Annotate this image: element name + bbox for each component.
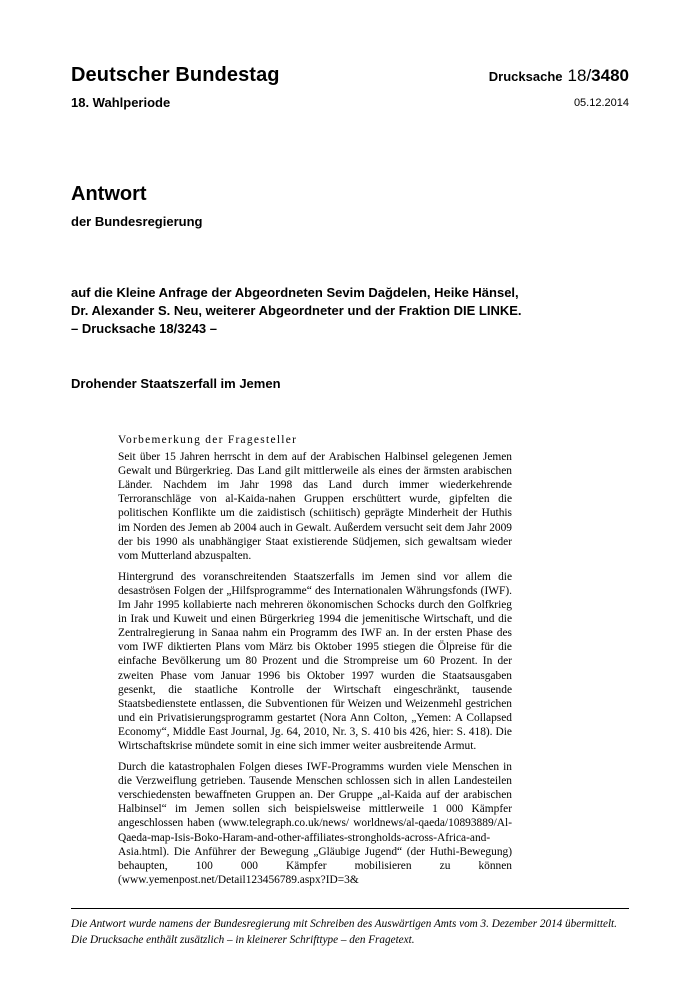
inquiry-line: auf die Kleine Anfrage der Abgeordneten Sevim Dağdelen, Heike Hänsel, xyxy=(71,285,519,300)
footer-divider xyxy=(71,908,629,909)
footer-line: Die Antwort wurde namens der Bundesregierung mit Schreiben des Auswärtigen Amts vom 3. Dezember 2014 übermittelt. xyxy=(71,918,617,930)
inquiry-block xyxy=(71,284,631,338)
drucksache-separator: / xyxy=(586,66,592,85)
footer-line: Die Drucksache enthält zusätzlich – in kleinerer Schrifttype – den Fragetext. xyxy=(71,934,415,946)
preliminary-remark-heading: Vorbemerkung der Fragesteller xyxy=(118,434,298,446)
document-date: 05.12.2014 xyxy=(573,97,629,109)
body-paragraph: Seit über 15 Jahren herrscht in dem auf der Arabischen Halbinsel gelegenen Jemen Gewalt und Bürgerkrieg. Das Land gilt mittlerweile als eines der ärmsten arabischen Länder. Nachdem im Jahr 1998 das Land durch immer wiederkehrende Terroranschläge von al-Kaida-nahen Gruppen erschüttert wurde, gipfelten die politischen Konflikte um die zaidistisch (schiitisch) geprägte Minderheit der Huthis im Norden des Jemen ab 2004 auch in Gewalt. Außerdem versucht seit dem Jahr 2009 der bis 1990 als unabhängiger Staat existierende Südjemen, sich gewaltsam wieder vom Mutterland abzuspalten. xyxy=(118,451,512,562)
body-paragraph: Hintergrund des voranschreitenden Staatszerfalls im Jemen sind vor allem die desaströsen Folgen der „Hilfsprogramme“ des Internationalen Währungsfonds (IWF). Im Jahr 1995 kollabierte nach mehreren ökonomischen Schocks durch den Golfkrieg in Irak und Kuweit und einen Bürgerkrieg 1994 die jemenitische Wirtschaft, und die Zentralregierung in Sanaa nahm ein Programm des IWF an. In der ersten Phase des vom IWF diktierten Plans vom März bis Oktober 1995 stiegen die Ölpreise für die einfache Bevölkerung um 80 Prozent und die Strompreise um 60 Prozent. In der zweiten Phase vom Januar 1996 bis Oktober 1997 wurden die Staatsausgaben gesenkt, die staatliche Kontrolle der Wirtschaft eingeschränkt, tausende Staatsbedienstete entlassen, die Subventionen für Weizen und Weizenmehl gestrichen und ein Privatisierungsprogramm gestartet (Nora Ann Colton, „Yemen: A Collapsed Economy“, Middle East Journal, Jg. 64, 2010, Nr. 3, S. 410 bis 426, hier: S. 418). Die Wirtschaftskrise mündete somit in eine sich immer weiter ausbreitende Armut. xyxy=(118,570,512,752)
footer-note xyxy=(71,916,671,948)
inquiry-line: – Drucksache 18/3243 – xyxy=(71,321,217,336)
answer-subtitle: der Bundesregierung xyxy=(71,214,203,229)
answer-title: Antwort xyxy=(71,183,147,205)
parliament-title: Deutscher Bundestag xyxy=(71,64,280,86)
preliminary-remark xyxy=(118,433,512,894)
drucksache-label: Drucksache xyxy=(488,69,563,84)
drucksache-id: 3480 xyxy=(591,66,629,85)
document-topic: Drohender Staatszerfall im Jemen xyxy=(71,376,281,391)
legislative-period: 18. Wahlperiode xyxy=(71,95,171,110)
drucksache-number xyxy=(489,66,629,86)
body-paragraph: Durch die katastrophalen Folgen dieses IWF-Programms wurden viele Menschen in die Verzweiflung getrieben. Tausende Menschen schlossen sich in allen Landesteilen verschiedensten bewaffneten Gruppen an. Der Gruppe „al-Kaida auf der arabischen Halbinsel“ im Jemen sollen sich beispielsweise mittlerweile 1 000 Kämpfer angeschlossen haben (www.telegraph.co.uk/news/ worldnews/al-qaeda/10893889/Al-Qaeda-map-Isis-Boko-Haram-and-other-affiliates-strongholds-across-Africa-and-Asia.html). Die Anführer der Bewegung „Gläubige Jugend“ (der Huthi-Bewegung) behaupten, 100 000 Kämpfer mobilisieren zu können (www.yemenpost.net/Detail123456789.aspx?ID=3& xyxy=(118,761,512,886)
inquiry-line: Dr. Alexander S. Neu, weiterer Abgeordneter und der Fraktion DIE LINKE. xyxy=(71,303,522,318)
drucksache-prefix: 18 xyxy=(567,66,587,85)
